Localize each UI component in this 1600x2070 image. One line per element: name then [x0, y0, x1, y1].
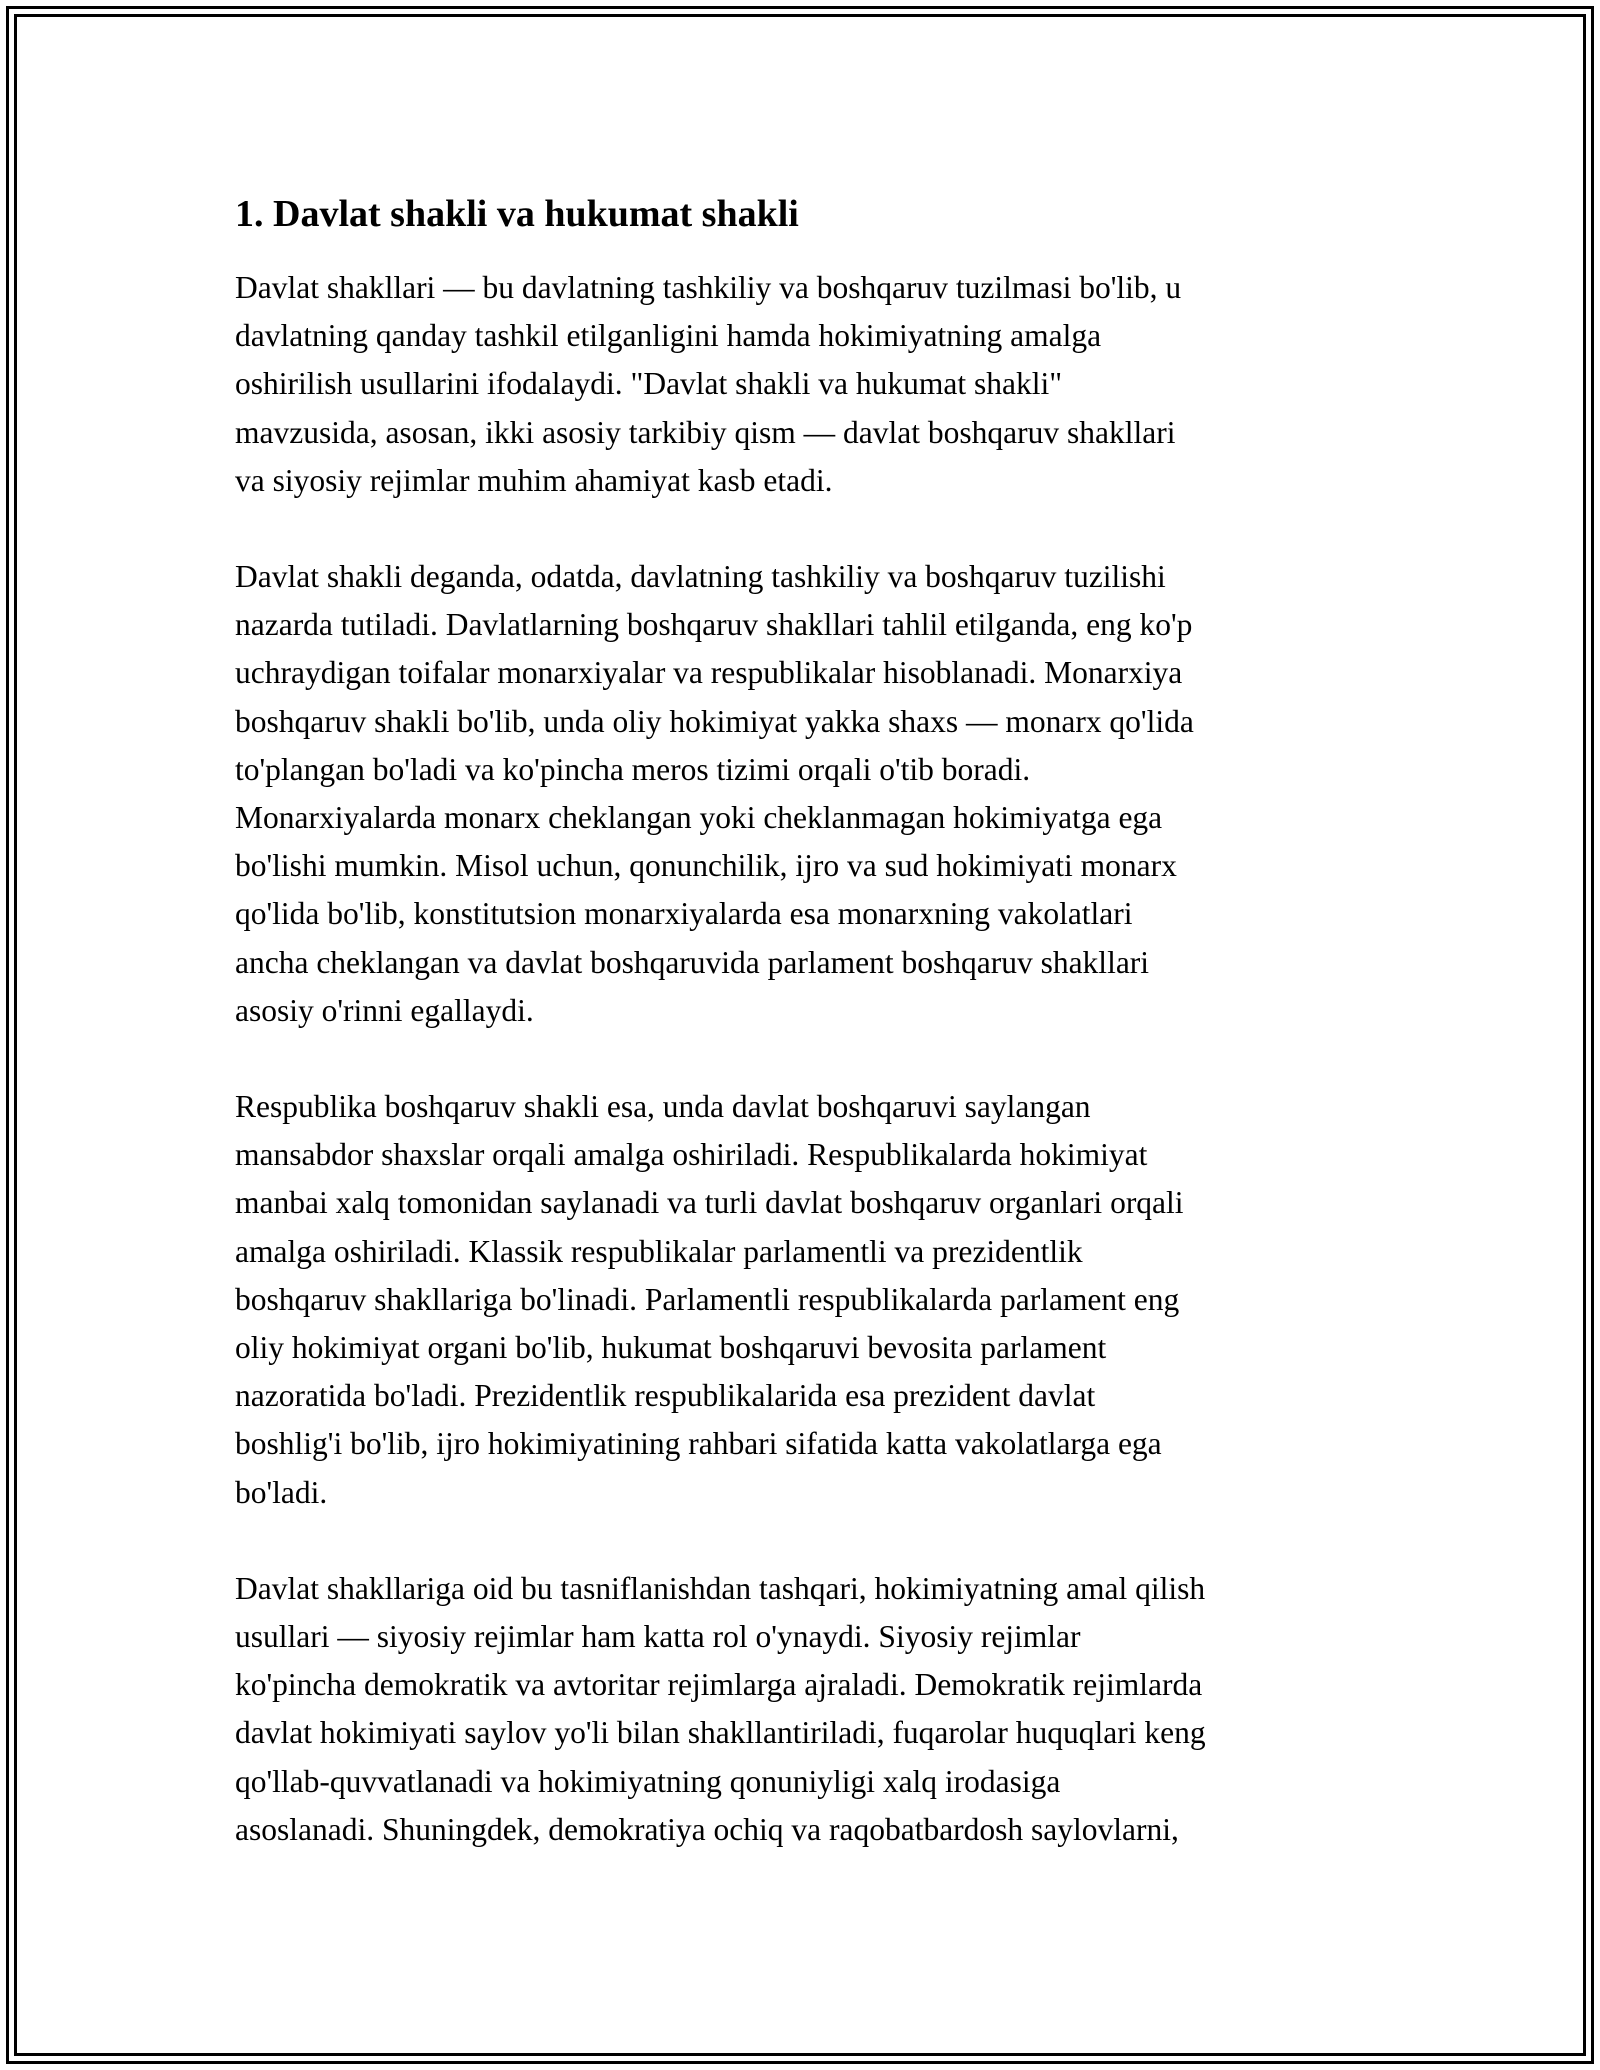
document-body	[235, 186, 1375, 1902]
paragraph-1: Davlat shakllari — bu davlatning tashkiliy va boshqaruv tuzilmasi bo'lib, u davlatning qanday tashkil etilganligini hamda hokimiyatning amalga oshirilish usullarini ifodalaydi. "Davlat shakli va hukumat shakli" mavzusida, asosan, ikki asosiy tarkibiy qism — davlat boshqaruv shakllari va siyosiy rejimlar muhim ahamiyat kasb etadi.	[235, 270, 1182, 498]
section-heading: 1. Davlat shakli va hukumat shakli	[235, 193, 799, 235]
paragraph-3: Respublika boshqaruv shakli esa, unda davlat boshqaruvi saylangan mansabdor shaxslar orqali amalga oshiriladi. Respublikalarda hokimiyat manbai xalq tomonidan saylanadi va turli davlat boshqaruv organlari orqali amalga oshiriladi. Klassik respublikalar parlamentli va prezidentlik boshqaruv shakllariga bo'linadi. Parlamentli respublikalarda parlament eng oliy hokimiyat organi bo'lib, hukumat boshqaruvi bevosita parlament nazoratida bo'ladi. Prezidentlik respublikalarida esa prezident davlat boshlig'i bo'lib, ijro hokimiyatining rahbari sifatida katta vakolatlarga ega bo'ladi.	[235, 1089, 1184, 1510]
paragraph-4: Davlat shakllariga oid bu tasniflanishdan tashqari, hokimiyatning amal qilish usullari — siyosiy rejimlar ham katta rol o'ynaydi. Siyosiy rejimlar ko'pincha demokratik va avtoritar rejimlarga ajraladi. Demokratik rejimlarda davlat hokimiyati saylov yo'li bilan shakllantiriladi, fuqarolar huquqlari keng qo'llab-quvvatlanadi va hokimiyatning qonuniyligi xalq irodasiga asoslanadi. Shuningdek, demokratiya ochiq va raqobatbardosh saylovlarni,	[235, 1570, 1206, 1847]
paragraph-2: Davlat shakli deganda, odatda, davlatning tashkiliy va boshqaruv tuzilishi nazarda tutiladi. Davlatlarning boshqaruv shakllari tahlil etilganda, eng ko'p uchraydigan toifalar monarxiyalar va respublikalar hisoblanadi. Monarxiya boshqaruv shakli bo'lib, unda oliy hokimiyat yakka shaxs — monarx qo'lida to'plangan bo'ladi va ko'pincha meros tizimi orqali o'tib boradi. Monarxiyalarda monarx cheklangan yoki cheklanmagan hokimiyatga ega bo'lishi mumkin. Misol uchun, qonunchilik, ijro va sud hokimiyati monarx qo'lida bo'lib, konstitutsion monarxiyalarda esa monarxning vakolatlari ancha cheklangan va davlat boshqaruvida parlament boshqaruv shakllari asosiy o'rinni egallaydi.	[235, 559, 1194, 1028]
